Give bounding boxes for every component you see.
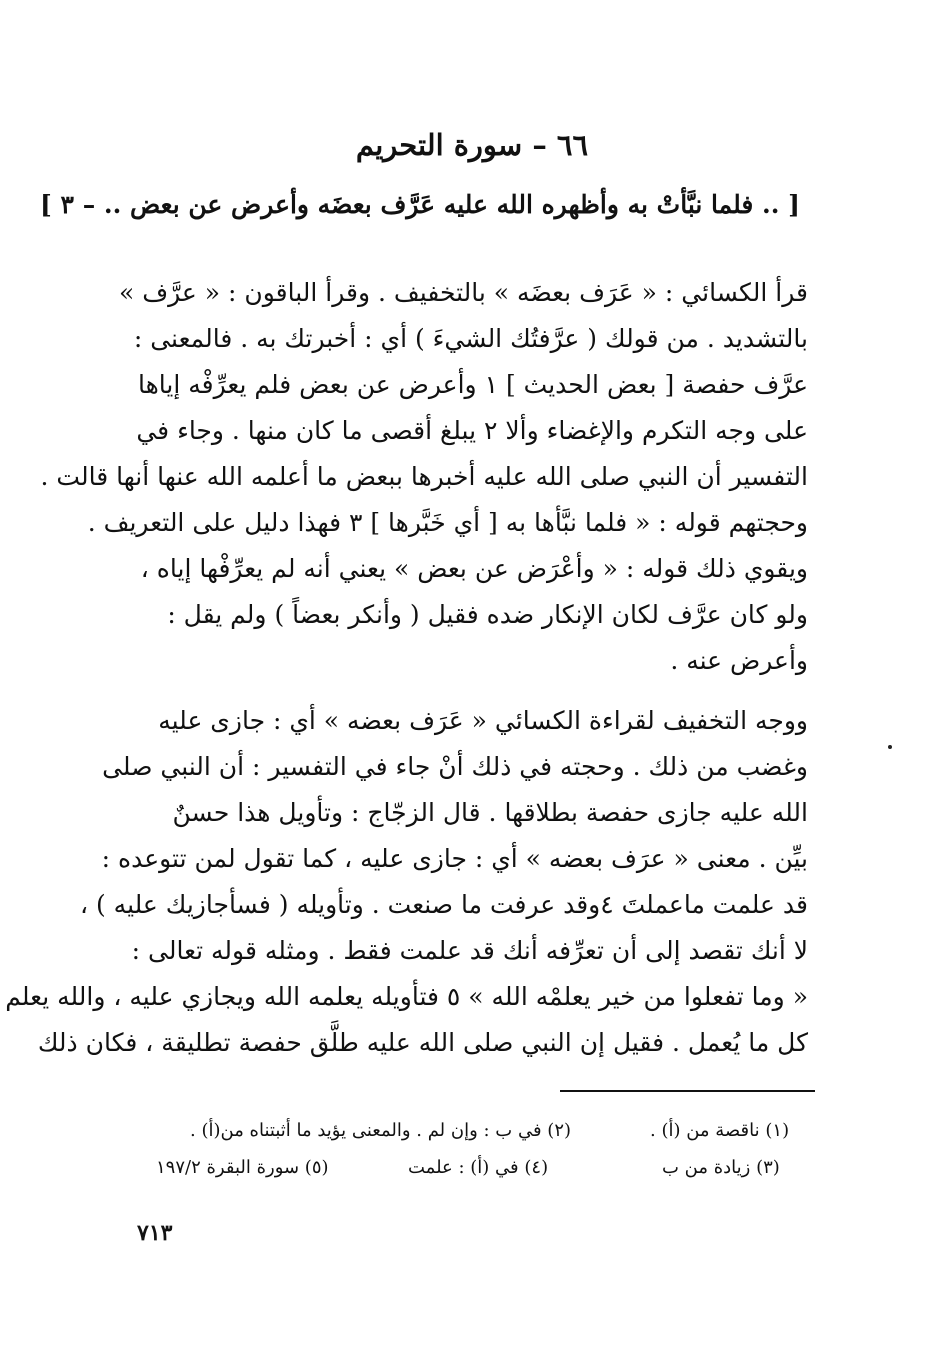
- text-line: وحجتهم قوله : « فلما نبَّأها به [ أي خَبَّرها ] ٣ فهذا دليل على التعريف .: [87, 508, 808, 537]
- text-line: بيِّن . معنى « عرَف بعضه » أي : جازى عليه ، كما تقول لمن تتوعده :: [101, 844, 808, 873]
- text-line: لا أنك تقصد إلى أن تعرِّفه أنك قد علمت فقط . ومثله قوله تعالى :: [131, 936, 808, 965]
- verse-quote: [ .. فلما نبَّأتْ به وأظهره الله عليه عَرَّف بعضَه وأعرض عن بعض .. – ٣ ]: [40, 190, 800, 219]
- text-line: ولو كان عرَّف لكان الإنكار ضده فقيل ( وأنكر بعضاً ) ولم يقل :: [167, 600, 808, 629]
- text-line: وأعرض عنه .: [670, 646, 808, 675]
- text-line: كل ما يُعمل . فقيل إن النبي صلى الله عليه طلَّق حفصة تطليقة ، فكان ذلك: [37, 1028, 808, 1057]
- text-line: عرَّف حفصة [ بعض الحديث ] ١ وأعرض عن بعض فلم يعرِّفْه إياها: [137, 370, 808, 399]
- page-number: ٧١٣: [137, 1220, 173, 1246]
- paragraph-1: [40, 270, 808, 684]
- footnote-3: (٣) زيادة من ب: [662, 1157, 780, 1178]
- text-line: « وما تفعلوا من خير يعلمْه الله » ٥ فتأويله يعلمه الله ويجازي عليه ، والله يعلم: [5, 982, 808, 1011]
- text-line: على وجه التكرم والإغضاء وألا ٢ يبلغ أقصى ما كان منها . وجاء في: [136, 416, 808, 445]
- chapter-title: ٦٦ – سورة التحريم: [355, 128, 589, 162]
- text-line: الله عليه جازى حفصة بطلاقها . قال الزجّاج : وتأويل هذا حسنٌ: [172, 798, 808, 827]
- text-line: وغضب من ذلك . وحجته في ذلك أنْ جاء في التفسير : أن النبي صلى: [102, 752, 808, 781]
- footnote-1: (١) ناقصة من (أ) .: [650, 1120, 790, 1141]
- text-line: ويقوي ذلك قوله : « وأعْرَض عن بعض » يعني أنه لم يعرِّفْها إياه ،: [140, 554, 808, 583]
- print-speck: [888, 745, 892, 749]
- text-line: التفسير أن النبي صلى الله عليه أخبرها ببعض ما أعلمه الله عنها أنها قالت .: [40, 462, 808, 491]
- paragraph-2: [5, 698, 808, 1066]
- footnote-4: (٤) في (أ) : علمت: [408, 1157, 549, 1178]
- footnote-divider: [560, 1090, 815, 1092]
- text-line: ووجه التخفيف لقراءة الكسائي « عَرَف بعضه » أي : جازى عليه: [158, 706, 808, 735]
- text-line: قرأ الكسائي : « عَرَف بعضَه » بالتخفيف . وقرأ الباقون : « عرَّف »: [118, 278, 808, 307]
- footnote-2: (٢) في ب : وإن لم . والمعنى يؤيد ما أثبتناه من(أ) .: [190, 1120, 572, 1141]
- text-line: بالتشديد . من قولك ( عرَّفتُك الشيءَ ) أي : أخبرتك به . فالمعنى :: [133, 324, 808, 353]
- footnote-5: (٥) سورة البقرة ١٩٧/٢: [156, 1157, 329, 1178]
- text-line: قد علمت ماعملتَ ٤وقد عرفت ما صنعت . وتأويله ( فسأجازيك عليه ) ،: [79, 890, 808, 919]
